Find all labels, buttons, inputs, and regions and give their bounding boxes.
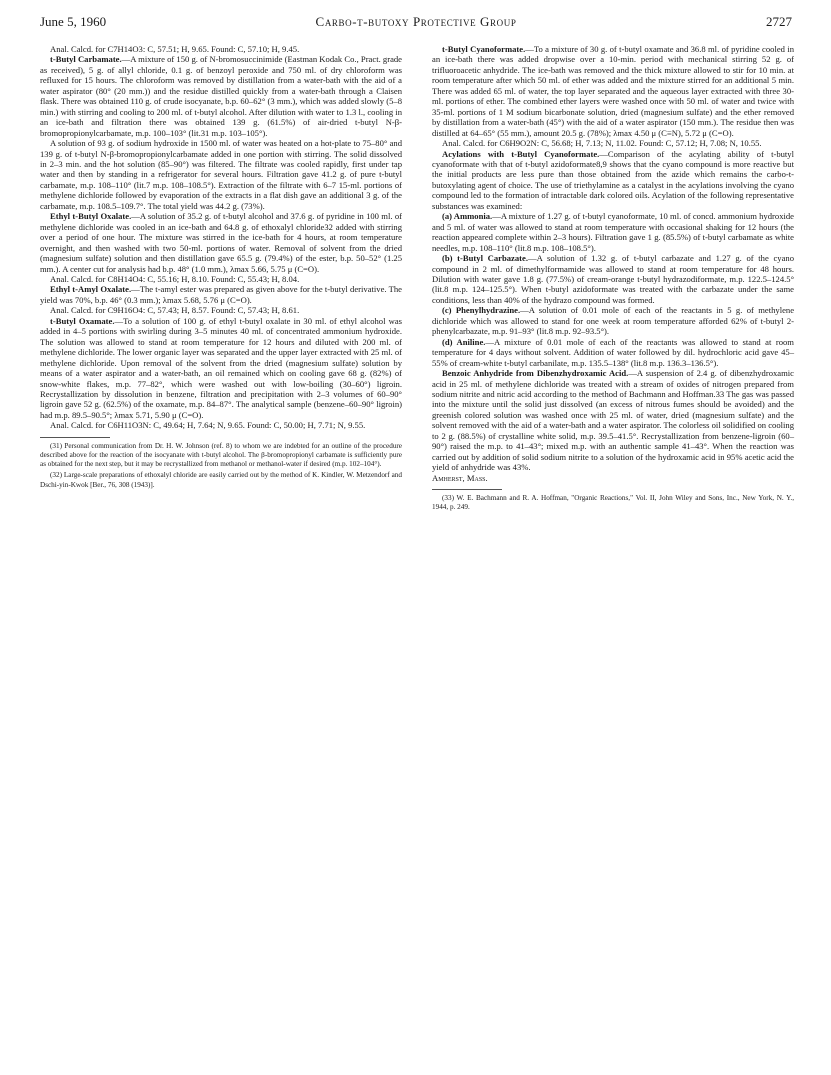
paragraph [40, 284, 402, 305]
paragraph-text: —A solution of 35.2 g. of t-butyl alcohol and 37.6 g. of pyridine in 100 ml. of methylene dichloride was cooled in an ice-bath and 64.8 g. of ethoxalyl chloride32 added with stirring over a period of one hour. The mixture was stirred in the ice-bath for 4 hours, at room temperature overnight, and then washed with two 50-ml. portions of water. Removal of solvent from the dried (magnesium sulfate) solution and then distillation gave 65.5 g. (79.4%) of the ester, b.p. 50–52° (1.25 mm.). A center cut for analysis had b.p. 48° (1.0 mm.), λmax 5.66, 5.75 μ (C=O). [40, 211, 402, 274]
footnotes [40, 442, 402, 490]
section-heading: (d) Aniline. [442, 336, 486, 347]
paragraph-text: —To a mixture of 30 g. of t-butyl oxamate and 36.8 ml. of pyridine cooled in an ice-bath there was added dropwise over a 10-min. period with mechanical stirring 52 g. of trifluoroacetic anhydride. The ice-bath was removed and the thick mixture allowed to stir for 10 min. at room temperature after which 50 ml. of ether was added and the mixture stirred for an additional 5 min. There was added 65 ml. of water, the top layer separated and the aqueous layer extracted with three 30-ml. portions of ether. The combined ether layers were washed once with 50 ml. of water and twice with 35-ml. portions of 1 M sodium bicarbonate solution, dried (magnesium sulfate) and the ether removed by distillation from a water-bath (45°) with the aid of a water aspirator (150 mm.). The residue then was distilled at 64–65° (55 mm.), amount 20.5 g. (78%); λmax 4.50 μ (C≡N), 5.72 μ (C=O). [432, 44, 795, 138]
footnote: (32) Large-scale preparations of ethoxalyl chloride are easily carried out by the method of K. Kindler, W. Metzendorf and Dschi-yin-Kwok [Ber., 76, 308 (1943)]. [40, 471, 402, 489]
section-heading: Acylations with t-Butyl Cyanoformate. [442, 148, 600, 159]
paragraph [40, 44, 402, 54]
paragraph-text: —A mixture of 150 g. of N-bromosuccinimide (Eastman Kodak Co., Pract. grade as received), 5 g. of allyl chloride, 0.1 g. of benzoyl peroxide and 750 ml. of dry chloroform was refluxed for 15 hours. The chloroform was removed by distillation from a water-bath with the aid of a water aspirator (80° (20 mm.)) and the residue distilled quickly from a water-bath through a Claisen flask. There was obtained 110 g. of crude isocyanate, b.p. 60–62° (3 mm.), which was added slowly (5–8 min.) with stirring and cooling to 200 ml. of t-butyl alcohol. After dilution with water to 1.3 l., cooling in an ice-bath and filtration there was obtained 139 g. (61.5%) of air-dried t-butyl N-β-bromopropionylcarbamate, m.p. 100–103° (lit.31 m.p. 103–105°). [40, 54, 402, 138]
section-heading: t-Butyl Oxamate. [50, 315, 115, 326]
paragraph-text: Anal. Calcd. for C7H14O3: C, 57.51; H, 9.65. Found: C, 57.10; H, 9.45. [50, 44, 300, 54]
paragraph-text: —A mixture of 1.27 g. of t-butyl cyanoformate, 10 ml. of concd. ammonium hydroxide and 5 ml. of water was allowed to stand at room temperature with occasional shaking for 12 hours (the reaction appeared complete within 2–3 hours). Filtration gave 1 g. (85.5%) of t-butyl carbamate as white needles, m.p. 108–110° (lit.8 m.p. 108–108.5°). [432, 211, 794, 253]
paragraph [432, 253, 794, 305]
paragraph [40, 305, 402, 315]
paragraph [40, 316, 402, 421]
paragraph [40, 54, 402, 138]
author-location: Amherst, Mass. [432, 472, 488, 483]
paragraph-text: —A solution of 1.32 g. of t-butyl carbazate and 1.27 g. of the cyano compound in 2 ml. of dimethylformamide was allowed to stand at room temperature for 48 hours. Dilution with water gave 1.8 g. (77.5%) of cream-orange t-butyl hydrazodiformate, m.p. 122.5–124.5° (lit.8 m.p. 124–125.5°). When t-butyl azidoformate was treated with the carbazate under the same conditions, less than 40% of the hydrazo compound was formed. [432, 253, 794, 305]
paragraph [432, 138, 794, 148]
issue-date: June 5, 1960 [40, 14, 107, 29]
section-heading: (c) Phenylhydrazine. [442, 305, 521, 316]
section-heading: t-Butyl Carbamate. [50, 54, 122, 65]
paragraph [40, 138, 402, 211]
footnotes [432, 494, 794, 512]
paragraph-text: —A suspension of 2.4 g. of dibenzhydroxamic acid in 25 ml. of methylene dichloride was treated with a stream of oxides of nitrogen prepared from sodium nitrite and nitric acid according to the method of Bachmann and Hoffman.33 The gas was passed into the mixture until the solid just dissolved (an excess of nitrous fumes should be avoided) and the greenish colored solution was washed once with 25 ml. of water, dried (magnesium sulfate) and the solvent removed with the aid of a water-bath and a water aspirator. The colorless oil solidified on cooling to 2 g. (88.5%) of crystalline white solid, m.p. 39.5–41.5°. Recrystallization from benzene-ligroin (60–90°) raised the m.p. to 41–43°; mixed m.p. with an authentic sample 41–43°. When the reaction was carried out by addition of solid sodium nitrite to a solution of the hydroxamic acid in 95% acetic acid the yield of anhydride was 43%. [432, 368, 794, 473]
paragraph [40, 420, 402, 430]
paragraph-text: A solution of 93 g. of sodium hydroxide in 1500 ml. of water was heated on a hot-plate to 75–80° and 139 g. of t-butyl N-β-bromopropionylcarbamate added in one portion with stirring. The solid dissolved in 2–3 min. and the hot solution (85–90°) was filtered. The filtrate was cooled rapidly, first under tap water and then by standing in a refrigerator for several hours. Filtration gave 41.2 g. of pure t-butyl carbamate, m.p. 108–110° (lit.7 m.p. 108–108.5°). Extraction of the filtrate with 6–7 15-ml. portions of methylene dichloride followed by evaporation of the extracts in a flat dish gave an additional 3 g. of the carbamate, m.p. 108.5–109.7°. The total yield was 44.2 g. (73%). [40, 138, 402, 211]
paragraph-text: —The t-amyl ester was prepared as given above for the t-butyl derivative. The yield was 70%, b.p. 46° (0.3 mm.); λmax 5.68, 5.76 μ (C=O). [40, 284, 402, 305]
paragraph [432, 337, 794, 368]
section-heading: Ethyl t-Amyl Oxalate. [50, 284, 132, 295]
paragraph [432, 211, 794, 253]
paragraph [432, 44, 794, 138]
section-heading: (a) Ammonia. [442, 211, 493, 222]
section-heading: t-Butyl Cyanoformate. [442, 44, 526, 54]
right-column [432, 44, 794, 514]
page-header [40, 14, 792, 34]
paragraph [432, 368, 794, 473]
footnote: (31) Personal communication from Dr. H. W. Johnson (ref. 8) to whom we are indebted for an outline of the procedure described above for the reaction of the isocyanate with t-butyl alcohol. The β-bromopropionyl carbamate is sufficiently pure as obtained for the next step, but it may be recrystallized from methanol or methanol-water if desired (m.p. 102–104°). [40, 441, 402, 469]
paragraph [40, 211, 402, 274]
paragraph-text: —Comparison of the acylating ability of t-butyl cyanoformate with that of t-butyl azidoformate8,9 shows that the cyano compound is more reactive but the initial products are less pure than those obtained from the azide which remains the carbo-t-butoxylating agent of choice. The use of triethylamine as a catalyst in the acylations involving the cyano compound led to the formation of intractable dark colored oils. Acylation of the following representative substances was examined: [432, 148, 794, 211]
paragraph-text: Anal. Calcd. for C9H16O4: C, 57.43; H, 8.57. Found: C, 57.43; H, 8.61. [50, 305, 300, 316]
paragraph-text: —To a solution of 100 g. of ethyl t-butyl oxalate in 30 ml. of ethyl alcohol was added in 4–5 portions with swirling during 3–5 minutes 40 ml. of concentrated ammonium hydroxide. The solution was allowed to stand at room temperature for 12 hours and diluted with 200 ml. of methylene dichloride. The lower organic layer was separated and the upper layer extracted with 25 ml. of methylene dichloride. Upon removal of the solvent from the dried (magnesium sulfate) solution by means of a water aspirator and a water-bath, an oil remained which on cooling gave 68 g. (82%) of snow-white flakes, m.p. 77–82°, which were washed out with low-boiling (30–60°) ligroin. Recrystallization by dissolution in benzene, filtration and precipitation with 2–3 volumes of 60–90° ligroin gave 52 g. (62.5%) of the oxamate, m.p. 84–87°. The analytical sample (benzene–60–90° ligroin) had m.p. 89.5–90.5°; λmax 5.71, 5.90 μ (C=O). [40, 315, 402, 420]
paragraph-text: —A solution of 0.01 mole of each of the reactants in 5 g. of methylene dichloride which was allowed to stand for one week at room temperature afforded 62% of t-butyl 2-phenylcarbazate, m.p. 91–93° (lit.8 m.p. 92–93.5°). [432, 305, 795, 337]
running-title: Carbo-t-butoxy Protective Group [315, 14, 517, 29]
paragraph-text: Anal. Calcd. for C6H9O2N: C, 56.68; H, 7.13; N, 11.02. Found: C, 57.12; H, 7.08; N, 10.55. [442, 138, 762, 149]
section-heading: (b) t-Butyl Carbazate. [442, 253, 528, 264]
paragraph [432, 305, 794, 336]
footnote-divider [432, 489, 502, 490]
paragraph-text: —A mixture of 0.01 mole of each of the reactants was allowed to stand at room temperature for 4 days without solvent. Addition of water followed by dil. hydrochloric acid gave 45–55% of cream-white t-butyl carbanilate, m.p. 135.5–138° (lit.8 m.p. 136.3–136.5°). [432, 336, 794, 368]
page-number: 2727 [766, 14, 792, 29]
paragraph [40, 274, 402, 284]
section-heading: Benzoic Anhydride from Dibenzhydroxamic Acid. [442, 368, 629, 379]
footnote: (33) W. E. Bachmann and R. A. Hoffman, "Organic Reactions," Vol. II, John Wiley and Sons, Inc., New York, N. Y., 1944, p. 249. [432, 494, 794, 512]
footnote-divider [40, 437, 110, 438]
paragraph-text: Anal. Calcd. for C6H11O3N: C, 49.64; H, 7.64; N, 9.65. Found: C, 50.00; H, 7.71; N, 9.55. [50, 420, 366, 431]
section-heading: Ethyl t-Butyl Oxalate. [50, 211, 132, 222]
paragraph-text: Anal. Calcd. for C8H14O4: C, 55.16; H, 8.10. Found: C, 55.43; H, 8.04. [50, 273, 300, 284]
paragraph [432, 149, 794, 212]
left-column [40, 44, 402, 492]
